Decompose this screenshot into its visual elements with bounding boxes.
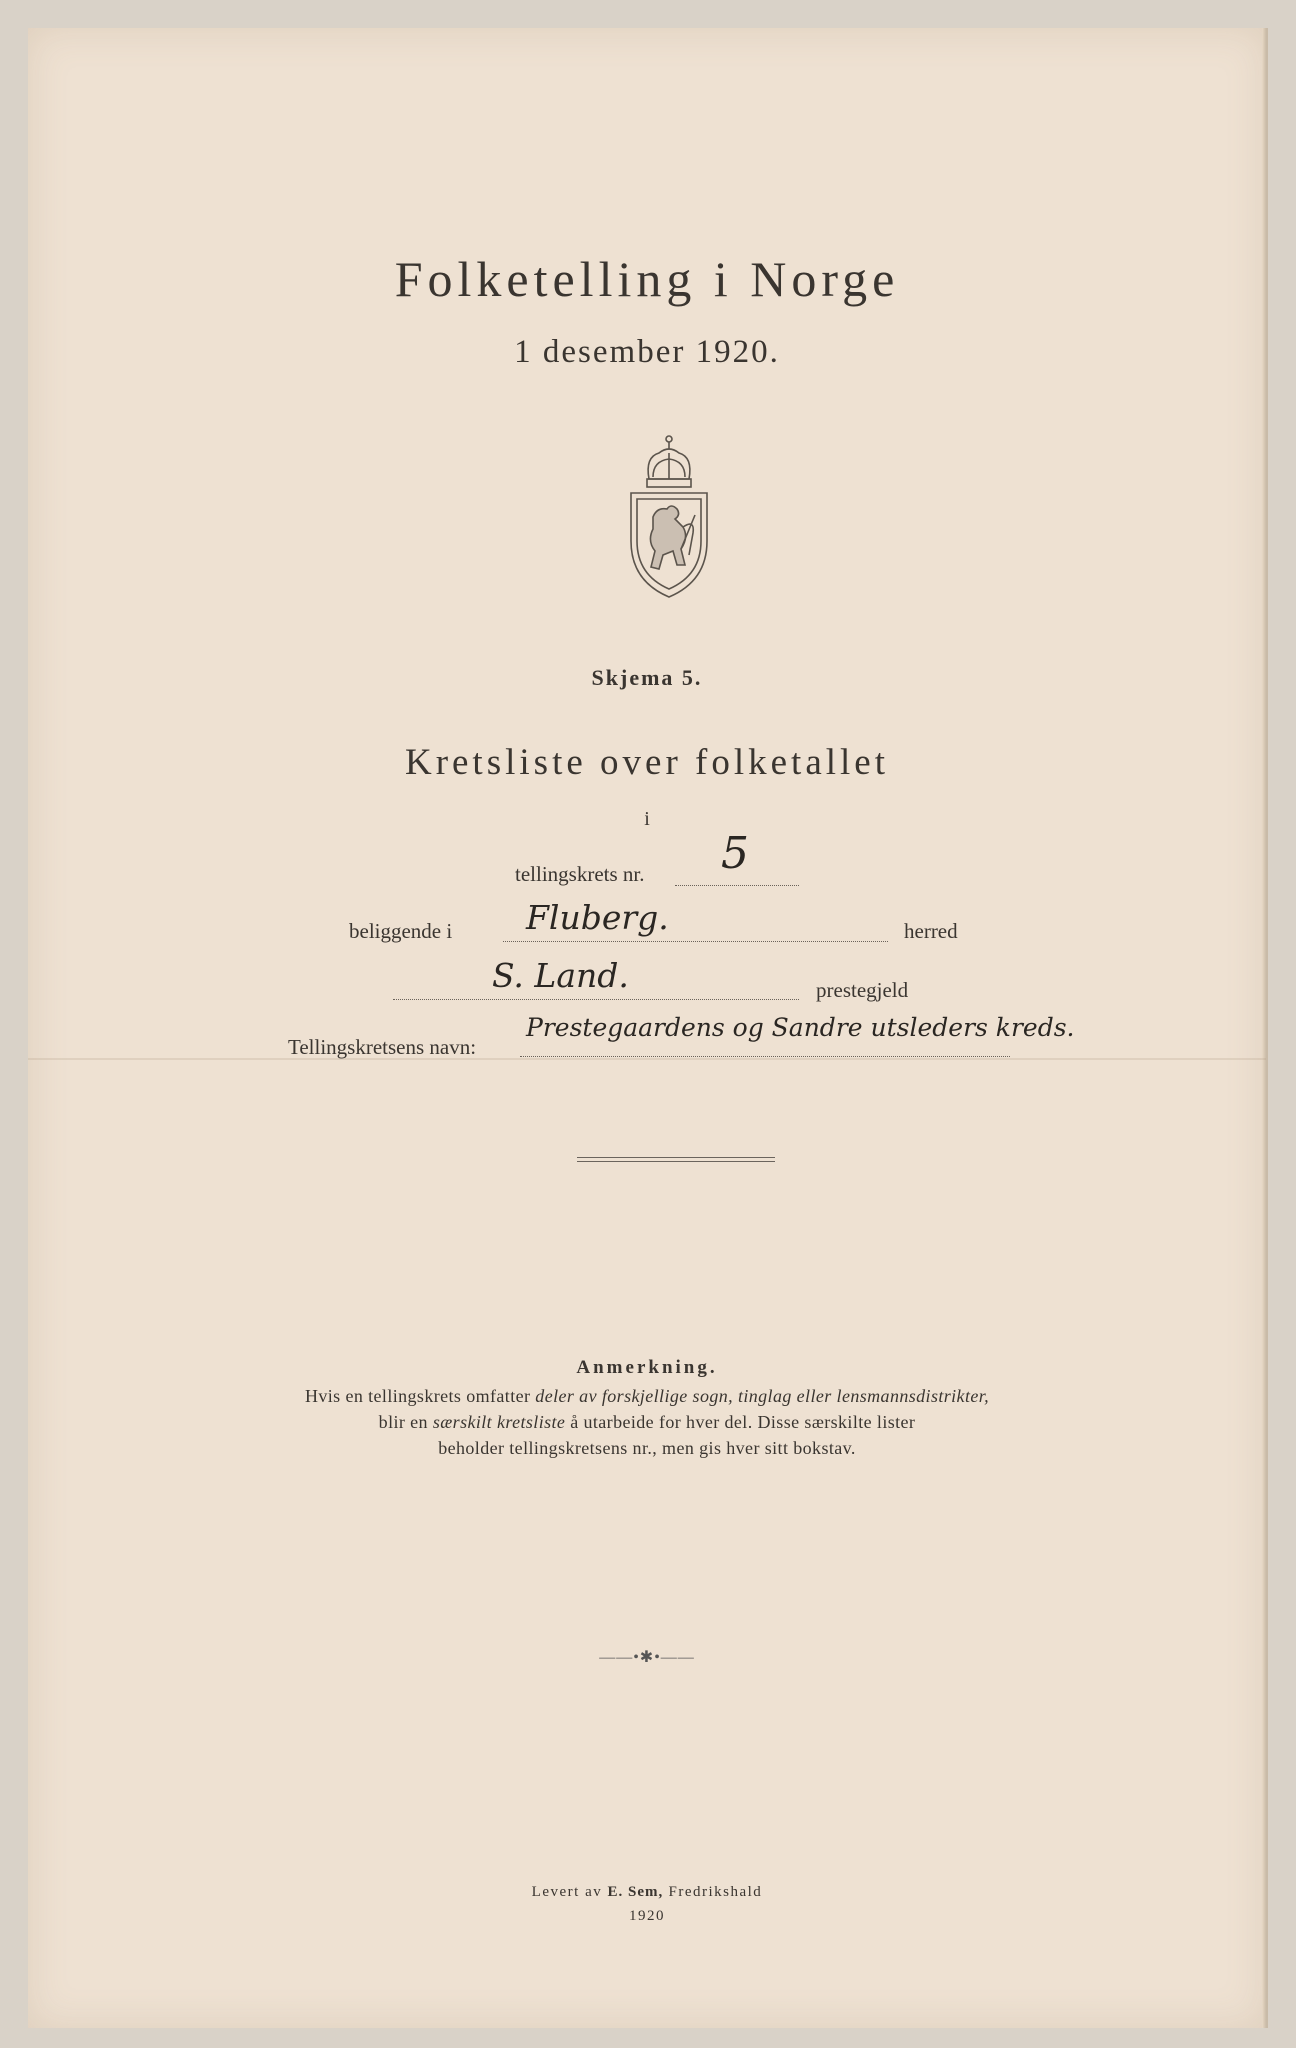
paper-fold	[28, 1058, 1266, 1060]
prestegjeld-handwritten: S. Land.	[492, 956, 629, 995]
printer-prefix: Levert av	[531, 1884, 608, 1900]
herred-label: herred	[904, 919, 958, 943]
page-edge	[1262, 28, 1266, 2028]
beliggende-label: beliggende i	[349, 919, 453, 943]
kretsnavn-label: Tellingskretsens navn:	[288, 1035, 477, 1059]
prestegjeld-label: prestegjeld	[816, 978, 909, 1002]
note-line-2	[28, 1412, 1266, 1433]
note-line-1-italic: deler av forskjellige sogn, tinglag eller lensmannsdistrikter,	[535, 1386, 990, 1406]
section-divider-rule	[577, 1157, 775, 1162]
note-heading: Anmerkning.	[576, 1357, 718, 1378]
note-line-2-rest: å utarbeide for hver del. Disse særskilte lister	[565, 1412, 916, 1432]
note-line-2-italic: særskilt kretsliste	[432, 1412, 566, 1432]
prestegjeld-dotted-line	[393, 999, 799, 1000]
ornament-divider: ——•✱•——	[599, 1649, 695, 1666]
note-line-1-text: Hvis en tellingskrets omfatter	[304, 1386, 536, 1406]
kretsnavn-handwritten: Prestegaardens og Sandre utsleders kreds.	[526, 1013, 1075, 1042]
schema-number: Skjema 5.	[591, 665, 703, 690]
printer-place: Fredrikshald	[663, 1884, 763, 1900]
printer-year: 1920	[629, 1908, 665, 1924]
printer-name: E. Sem,	[607, 1884, 664, 1900]
tellingskrets-label: tellingskrets nr.	[515, 862, 645, 886]
census-form-page	[28, 28, 1268, 2028]
kretsnavn-dotted-line	[520, 1056, 1010, 1057]
note-line-2-text: blir en	[378, 1412, 433, 1432]
herred-dotted-line	[503, 941, 888, 942]
form-heading: Kretsliste over folketallet	[404, 742, 890, 783]
tellingskrets-number-handwritten: 5	[721, 828, 749, 879]
printer-credit	[28, 1884, 1266, 1901]
herred-handwritten: Fluberg.	[526, 898, 669, 937]
norwegian-coat-of-arms-icon	[623, 431, 715, 599]
document-title: Folketelling i Norge	[394, 251, 900, 307]
document-date: 1 desember 1920.	[514, 334, 780, 370]
preposition-i: i	[644, 808, 650, 830]
note-line-1	[28, 1386, 1266, 1407]
tellingskrets-dotted-line	[675, 885, 799, 886]
note-line-3: beholder tellingskretsens nr., men gis hver sitt bokstav.	[438, 1438, 856, 1458]
